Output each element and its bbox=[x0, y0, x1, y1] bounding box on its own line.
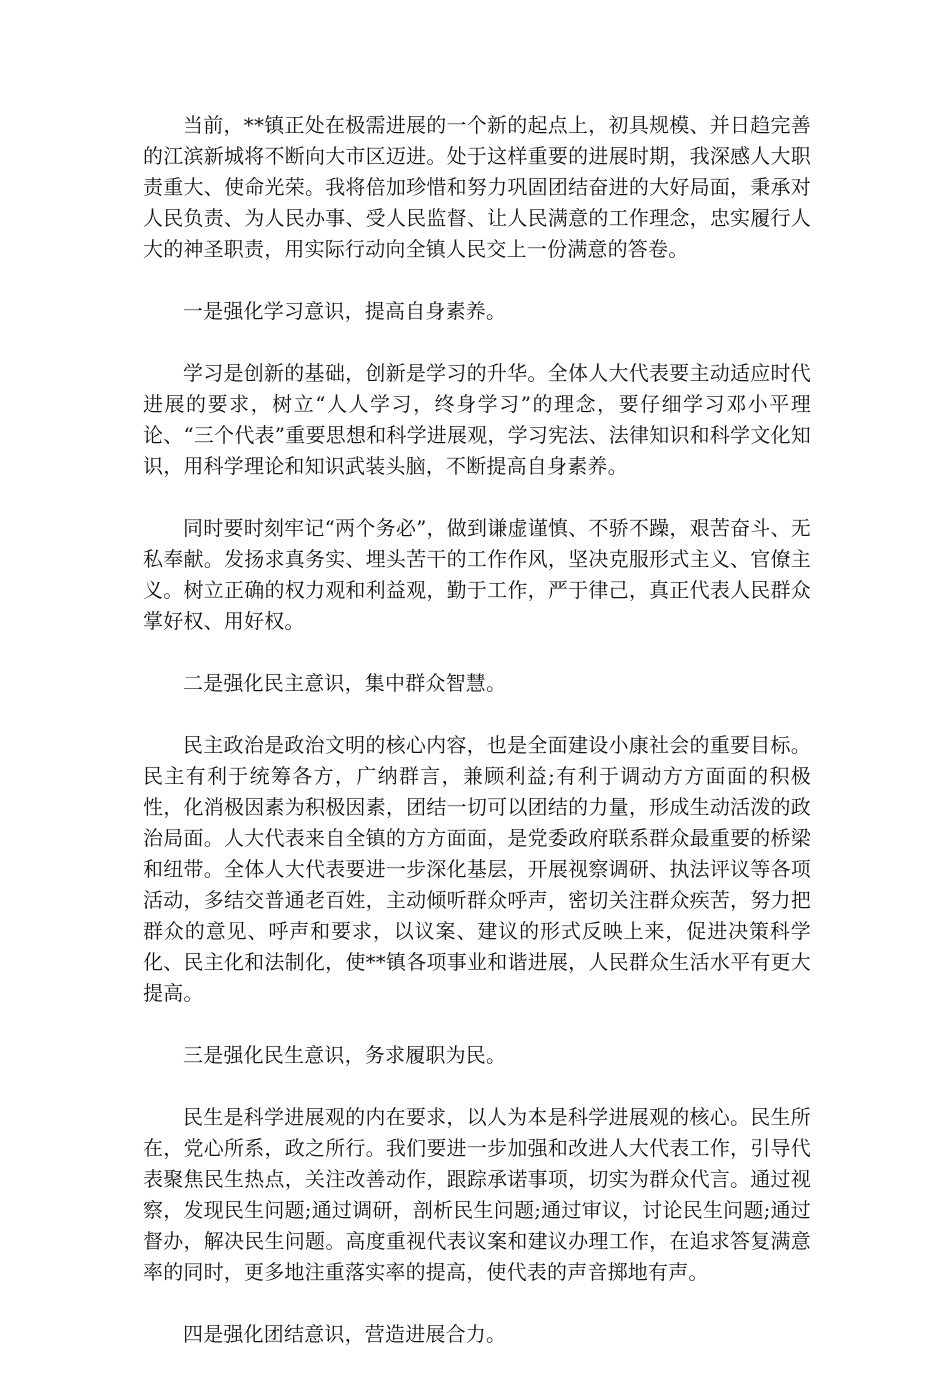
paragraph-two-musts: 同时要时刻牢记“两个务必”，做到谦虚谨慎、不骄不躁，艰苦奋斗、无私奉献。发扬求真务实、埋头苦干的工作作风，坚决克服形式主义、官僚主义。树立正确的权力观和利益观，勤于工作，严于律己，真正代表人民群众掌好权、用好权。 bbox=[143, 516, 811, 633]
paragraph-democracy: 民主政治是政治文明的核心内容，也是全面建设小康社会的重要目标。民主有利于统筹各方，广纳群言，兼顾利益;有利于调动方方面面的积极性，化消极因素为积极因素，团结一切可以团结的力量，形成生动活泼的政治局面。人大代表来自全镇的方方面面，是党委政府联系群众最重要的桥梁和纽带。全体人大代表要进一步深化基层，开展视察调研、执法评议等各项活动，多结交普通老百姓，主动倾听群众呼声，密切关注群众疾苦，努力把群众的意见、呼声和要求，以议案、建议的形式反映上来，促进决策科学化、民主化和法制化，使**镇各项事业和谐进展，人民群众生活水平有更大提高。 bbox=[143, 733, 811, 1005]
paragraph-livelihood: 民生是科学进展观的内在要求，以人为本是科学进展观的核心。民生所在，党心所系，政之所行。我们要进一步加强和改进人大代表工作，引导代表聚焦民生热点，关注改善动作，跟踪承诺事项，切实为群众代言。通过视察，发现民生问题;通过调研，剖析民生问题;通过审议，讨论民生问题;通过督办，解决民生问题。高度重视代表议案和建议办理工作，在追求答复满意率的同时，更多地注重落实率的提高，使代表的声音掷地有声。 bbox=[143, 1105, 811, 1284]
section-heading-3: 三是强化民生意识，务求履职为民。 bbox=[183, 1043, 507, 1067]
section-heading-4: 四是强化团结意识，营造进展合力。 bbox=[183, 1322, 507, 1346]
section-heading-1: 一是强化学习意识，提高自身素养。 bbox=[183, 299, 507, 323]
paragraph-study: 学习是创新的基础，创新是学习的升华。全体人大代表要主动适应时代进展的要求，树立“人人学习，终身学习”的理念，要仔细学习邓小平理论、“三个代表”重要思想和科学进展观，学习宪法、法律知识和科学文化知识，用科学理论和知识武装头脑，不断提高自身素养。 bbox=[143, 361, 811, 478]
section-heading-2: 二是强化民主意识，集中群众智慧。 bbox=[183, 671, 507, 695]
document-body bbox=[143, 110, 811, 1381]
paragraph-intro: 当前，**镇正处在极需进展的一个新的起点上，初具规模、并日趋完善的江滨新城将不断向大市区迈进。处于这样重要的进展时期，我深感人大职责重大、使命光荣。我将倍加珍惜和努力巩固团结奋进的大好局面，秉承对人民负责、为人民办事、受人民监督、让人民满意的工作理念，忠实履行人大的神圣职责，用实际行动向全镇人民交上一份满意的答卷。 bbox=[143, 113, 811, 261]
